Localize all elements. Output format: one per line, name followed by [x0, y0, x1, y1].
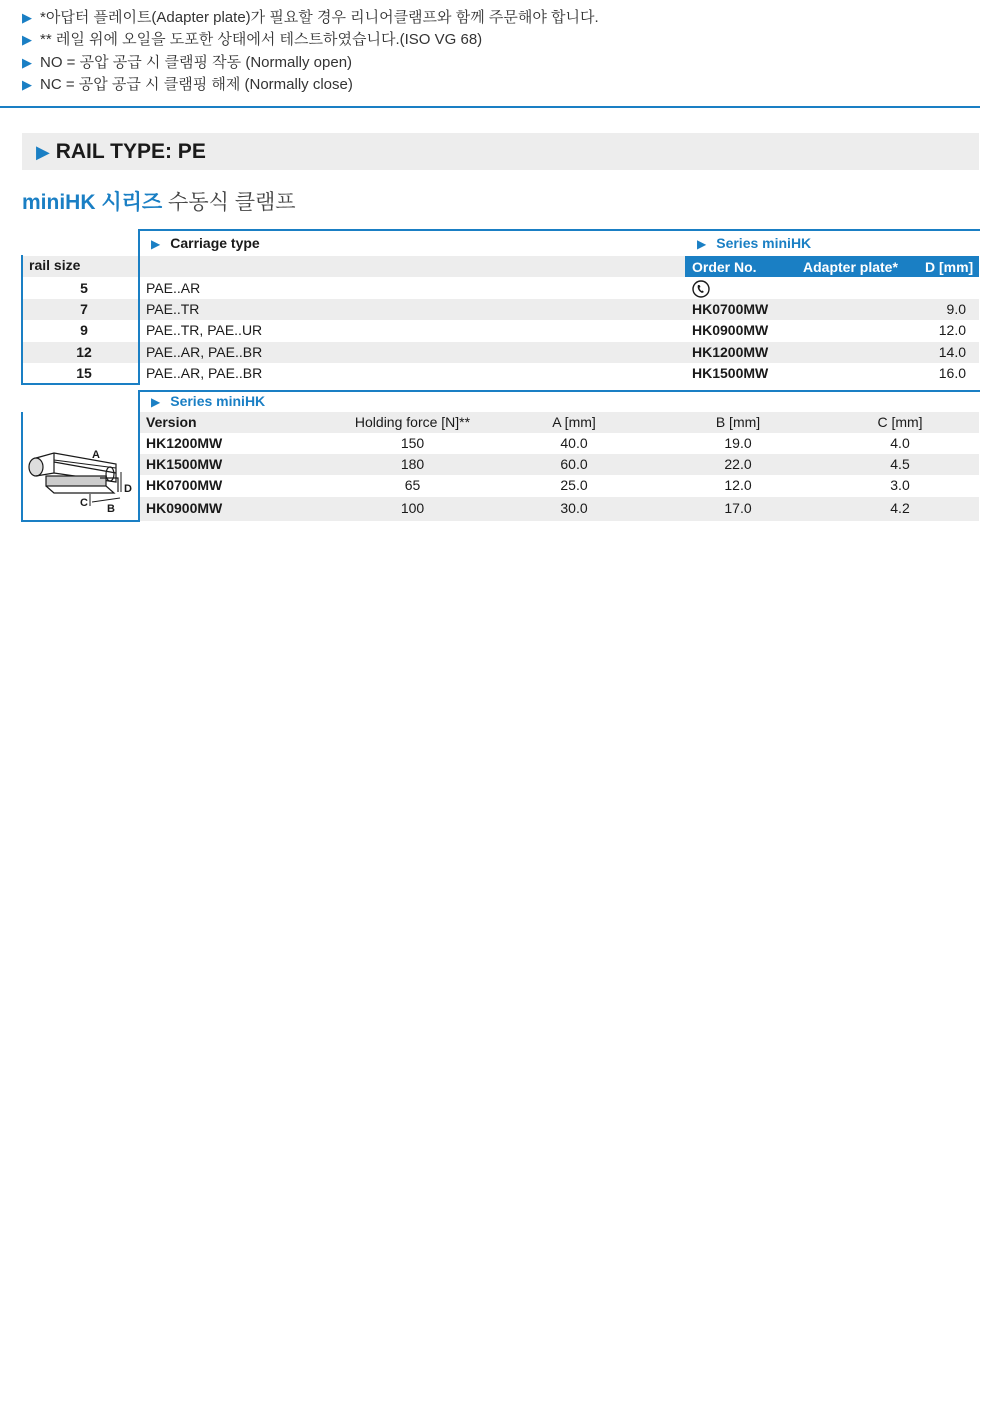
carriage-cell: PAE..TR	[146, 301, 200, 317]
rail-size-cell: 5	[80, 280, 88, 296]
c-cell: 3.0	[890, 477, 910, 493]
order-cell: HK0900MW	[692, 322, 769, 338]
version-cell: HK1500MW	[146, 456, 223, 472]
carriage-cell: PAE..AR, PAE..BR	[146, 344, 263, 360]
table1-top-rule	[138, 229, 980, 231]
note-oil-test: ▶ ** 레일 위에 오일을 도포한 상태에서 테스트하였습니다.(ISO VG 68)	[22, 31, 483, 48]
triangle-bullet-icon: ▶	[151, 237, 161, 251]
rail-size-label: rail size	[29, 257, 81, 273]
triangle-bullet-icon: ▶	[22, 32, 32, 47]
triangle-bullet-icon: ▶	[697, 237, 707, 251]
row-band	[140, 342, 979, 363]
table2-series-heading: ▶ Series miniHK	[151, 393, 266, 409]
carriage-cell: PAE..TR, PAE..UR	[146, 322, 263, 338]
triangle-bullet-icon: ▶	[151, 395, 161, 409]
dim-label-a: A	[92, 449, 100, 461]
rail-size-cell: 12	[76, 344, 92, 360]
col-order-no: Order No.	[692, 259, 757, 275]
col-adapter-plate: Adapter plate*	[803, 259, 898, 275]
b-cell: 17.0	[724, 500, 752, 516]
force-cell: 150	[400, 435, 425, 451]
note-normally-open: ▶ NO = 공압 공급 시 클램핑 작동 (Normally open)	[22, 54, 353, 71]
rail-size-cell: 15	[76, 365, 92, 381]
notes-divider	[0, 106, 980, 108]
rail-size-cell: 7	[80, 301, 88, 317]
manual-operation-icon	[692, 280, 710, 298]
col-b: B [mm]	[715, 414, 761, 430]
d-cell: 14.0	[938, 344, 966, 360]
col-holding-force: Holding force [N]**	[354, 414, 471, 430]
c-cell: 4.0	[890, 435, 910, 451]
triangle-bullet-icon: ▶	[22, 55, 32, 70]
row-band	[140, 299, 979, 320]
force-cell: 100	[400, 500, 425, 516]
a-cell: 60.0	[560, 456, 588, 472]
triangle-bullet-icon: ▶	[22, 77, 32, 92]
dim-label-d: D	[124, 483, 132, 495]
d-cell: 12.0	[938, 322, 966, 338]
b-cell: 12.0	[724, 477, 752, 493]
triangle-bullet-icon: ▶	[22, 10, 32, 25]
version-cell: HK1200MW	[146, 435, 223, 451]
order-cell: HK1200MW	[692, 344, 769, 360]
d-cell: 9.0	[946, 301, 966, 317]
version-cell: HK0900MW	[146, 500, 223, 516]
series-title: miniHK 시리즈 수동식 클램프	[22, 191, 296, 214]
carriage-type-heading: ▶ Carriage type	[151, 235, 260, 251]
order-cell: HK0700MW	[692, 301, 769, 317]
triangle-bullet-icon: ▶	[36, 142, 50, 162]
table2-bottom-rule	[21, 520, 140, 522]
force-cell: 180	[400, 456, 425, 472]
rail-size-cell: 9	[80, 322, 88, 338]
col-a: A [mm]	[552, 414, 596, 430]
col-c: C [mm]	[877, 414, 923, 430]
b-cell: 19.0	[724, 435, 752, 451]
series-heading: ▶ Series miniHK	[697, 235, 812, 251]
c-cell: 4.2	[890, 500, 910, 516]
a-cell: 40.0	[560, 435, 588, 451]
c-cell: 4.5	[890, 456, 910, 472]
dim-label-b: B	[107, 503, 115, 515]
note-normally-close: ▶ NC = 공압 공급 시 클램핑 해제 (Normally close)	[22, 76, 353, 93]
section-title: ▶ RAIL TYPE: PE	[36, 140, 206, 163]
d-cell: 16.0	[938, 365, 966, 381]
col-d: D [mm]	[925, 259, 974, 275]
carriage-header-band	[140, 256, 685, 277]
version-cell: HK0700MW	[146, 477, 223, 493]
carriage-cell: PAE..AR, PAE..BR	[146, 365, 263, 381]
order-cell: HK1500MW	[692, 365, 769, 381]
force-cell: 65	[404, 477, 421, 493]
a-cell: 25.0	[560, 477, 588, 493]
col-version: Version	[146, 414, 197, 430]
b-cell: 22.0	[724, 456, 752, 472]
clamp-dimension-diagram	[24, 440, 136, 518]
a-cell: 30.0	[560, 500, 588, 516]
carriage-cell: PAE..AR	[146, 280, 201, 296]
table2-outer-left	[21, 412, 23, 522]
dim-label-c: C	[80, 497, 88, 509]
note-adapter-plate: ▶ *아답터 플레이트(Adapter plate)가 필요할 경우 리니어클램프와 함께 주문해야 합니다.	[22, 9, 599, 26]
